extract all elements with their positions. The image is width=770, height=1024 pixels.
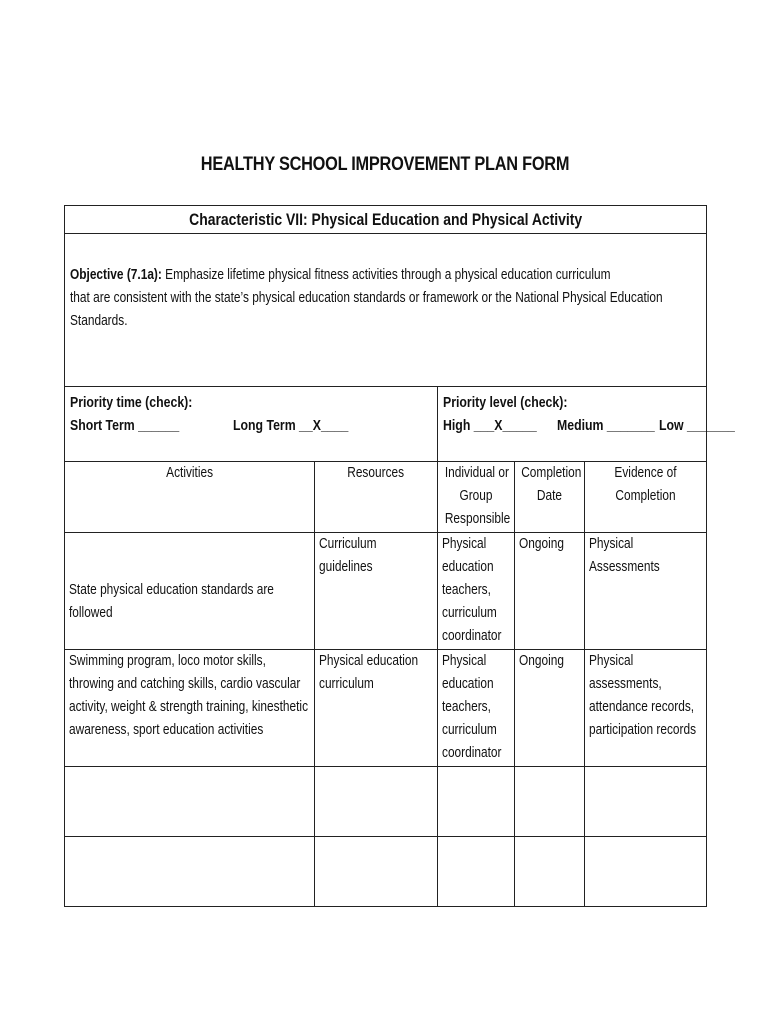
- row2-responsible: Physical education teachers, curriculum coordinator: [438, 650, 515, 767]
- row2-evidence: Physical assessments, attendance records, participation records: [585, 650, 707, 767]
- priority-level-label: Priority level (check):: [443, 394, 568, 411]
- high-field: High ___X_____: [443, 417, 537, 434]
- improvement-plan-table: [64, 205, 735, 907]
- empty-cell[interactable]: [65, 837, 315, 907]
- row1-evidence: Physical Assessments: [585, 533, 707, 650]
- objective-text-2: that are consistent with the state’s physical education standards or framework or the National Physical Education: [70, 290, 663, 306]
- characteristic-heading: Characteristic VII: Physical Education and Physical Activity: [188, 209, 583, 229]
- short-term-field: Short Term ______: [70, 417, 180, 434]
- priority-level-cell: [438, 387, 735, 462]
- header-activities: Activities: [65, 462, 315, 533]
- row1-completion-date: Ongoing: [515, 533, 585, 650]
- objective-text-1: Emphasize lifetime physical fitness activities through a physical education curriculum: [161, 267, 611, 283]
- row1-activities: State physical education standards are followed: [65, 533, 315, 650]
- header-responsible: Individual or Group Responsible: [438, 462, 515, 533]
- empty-cell[interactable]: [585, 767, 707, 837]
- long-term-field: Long Term __X____: [233, 417, 349, 434]
- priority-time-label: Priority time (check):: [70, 394, 193, 411]
- empty-cell[interactable]: [65, 767, 315, 837]
- header-completion-date: Completion Date: [515, 462, 585, 533]
- row2-resources: Physical education curriculum: [315, 650, 438, 767]
- table-row: [65, 533, 707, 650]
- row1-resources: Curriculum guidelines: [315, 533, 438, 650]
- empty-cell[interactable]: [585, 837, 707, 907]
- table-row-empty: [65, 767, 707, 837]
- objective-text-3: Standards.: [70, 313, 128, 329]
- empty-cell[interactable]: [438, 767, 515, 837]
- objective-cell: [65, 234, 707, 387]
- column-header-row: [65, 462, 707, 533]
- characteristic-row: [65, 206, 707, 234]
- objective-row: [65, 234, 707, 387]
- empty-cell[interactable]: [515, 837, 585, 907]
- priority-time-cell: [65, 387, 438, 462]
- row2-activities: Swimming program, loco motor skills, throwing and catching skills, cardio vascular activity, weight & strength training, kinesthetic awareness, sport education activities: [65, 650, 315, 767]
- empty-cell[interactable]: [438, 837, 515, 907]
- low-field: Low _______: [659, 417, 735, 434]
- row1-responsible: Physical education teachers, curriculum coordinator: [438, 533, 515, 650]
- table-row: [65, 650, 707, 767]
- empty-cell[interactable]: [515, 767, 585, 837]
- form-title: HEALTHY SCHOOL IMPROVEMENT PLAN FORM: [200, 154, 570, 175]
- medium-field: Medium _______: [557, 417, 655, 434]
- header-resources: Resources: [315, 462, 438, 533]
- row2-completion-date: Ongoing: [515, 650, 585, 767]
- empty-cell[interactable]: [315, 837, 438, 907]
- characteristic-cell: [65, 206, 707, 234]
- header-evidence: Evidence of Completion: [585, 462, 707, 533]
- table-row-empty: [65, 837, 707, 907]
- objective-label: Objective (7.1a):: [70, 267, 162, 283]
- priority-row: [65, 387, 707, 462]
- empty-cell[interactable]: [315, 767, 438, 837]
